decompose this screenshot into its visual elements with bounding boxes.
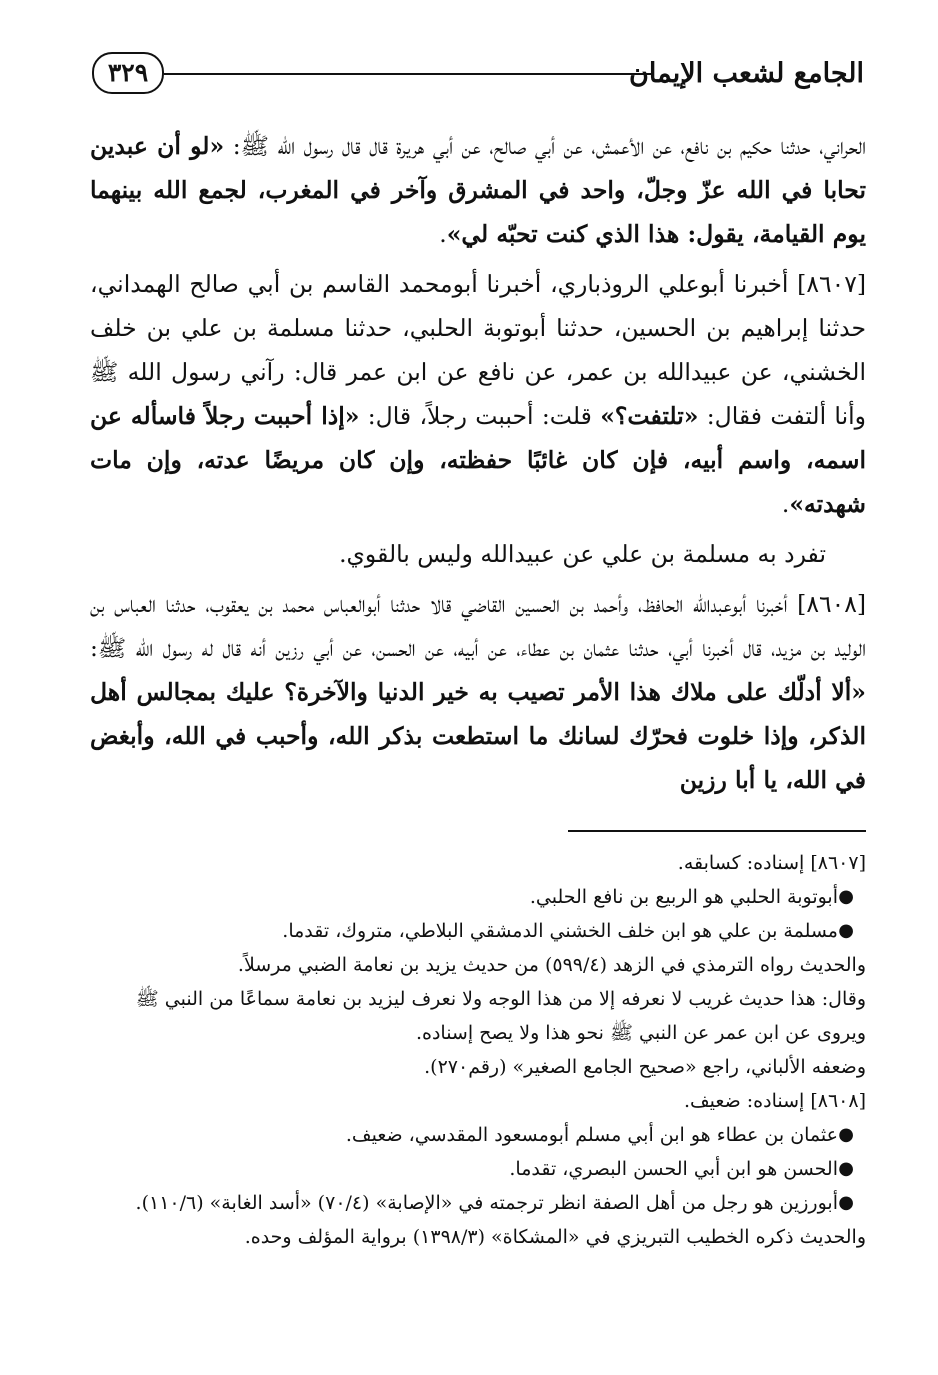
footnote-item: ● الحسن هو ابن أبي الحسن البصري، تقدما.: [90, 1152, 838, 1186]
footnote-item: ● أبورزين هو رجل من أهل الصفة انظر ترجمته في «الإصابة» (٧٠/٤) «أسد الغابة» (١١٠/٦).: [90, 1186, 838, 1220]
footnote-heading: [٨٦٠٧] إسناده: كسابقه.: [677, 852, 866, 874]
header-rule: [164, 73, 652, 75]
footnote-list: [90, 1118, 866, 1220]
bullet-icon: ●: [838, 886, 854, 907]
hadith-text: «إذا أحببت رجلاً فاسأله عن اسمه، واسم أبيه، فإن كان غائبًا حفظته، وإن كان مريضًا عدته، وإن مات شهدته»: [90, 402, 866, 518]
footnote-heading: [٨٦٠٨] إسناده: ضعيف.: [683, 1090, 866, 1112]
footnote-line: والحديث ذكره الخطيب التبريزي في «المشكاة» (١٣٩٨/٣) برواية المؤلف وحده.: [244, 1226, 866, 1248]
isnad-text: الحراني، حدثنا حكيم بن نافع، عن الأعمش، عن أبي صالح، عن أبي هريرة قال قال رسول الله ﷺ:: [224, 132, 866, 160]
footnote-item: ● عثمان بن عطاء هو ابن أبي مسلم أبومسعود المقدسي، ضعيف.: [90, 1118, 838, 1152]
author-comment: تفرد به مسلمة بن علي عن عبيدالله وليس بالقوي.: [339, 540, 826, 568]
isnad-text: [٨٦٠٧] أخبرنا أبوعلي الروذباري، أخبرنا أبومحمد القاسم بن أبي صالح الهمداني، حدثنا إبراهيم بن الحسين، حدثنا أبوتوبة الحلبي، حدثنا مسلمة بن علي بن خلف الخشني، عن عبيدالله بن عمر، عن نافع عن ابن عمر قال: رآني رسول الله ﷺ وأنا ألتفت فقال:: [90, 270, 866, 430]
footnote-line: وضعفه الألباني، راجع «صحيح الجامع الصغير» (رقم٢٧٠).: [424, 1056, 866, 1078]
footnote-line: وقال: هذا حديث غريب لا نعرفه إلا من هذا الوجه ولا نعرف ليزيد بن نعامة سماعًا من النبي ﷺ ويروى عن ابن عمر عن النبي ﷺ نحو هذا ولا يصح إسناده.: [135, 988, 866, 1044]
paragraph-continuation: الحراني، حدثنا حكيم بن نافع، عن الأعمش، عن أبي صالح، عن أبي هريرة قال قال رسول الله ﷺ: «لو أن عبدين تحابا في الله عزّ وجلّ، واحد في المشرق وآخر في المغرب، لجمع الله بينهما يوم القيامة، يقول: هذا الذي كنت تحبّه لي».: [90, 132, 866, 248]
footnote-item: ● أبوتوبة الحلبي هو الربيع بن نافع الحلبي.: [90, 880, 838, 914]
page-number: ٣٢٩: [92, 52, 164, 94]
hadith-text: «لو أن عبدين تحابا في الله عزّ وجلّ، واحد في المشرق وآخر في المغرب، لجمع الله بينهما يوم القيامة، يقول: هذا الذي كنت تحبّه لي»: [90, 132, 866, 248]
hadith-8608: [90, 582, 866, 802]
hadith-8607: [٨٦٠٧] أخبرنا أبوعلي الروذباري، أخبرنا أبومحمد القاسم بن أبي صالح الهمداني، حدثنا إبراهيم بن الحسين، حدثنا أبوتوبة الحلبي، حدثنا مسلمة بن علي بن خلف الخشني، عن عبيدالله بن عمر، عن نافع عن ابن عمر قال: رآني رسول الله ﷺ وأنا ألتفت فقال: «تلتفت؟» قلت: أحببت رجلاً، قال: «إذا أحببت رجلاً فاسأله عن اسمه، واسم أبيه، فإن كان غائبًا حفظته، وإن كان مريضًا عدته، وإن مات شهدته».: [90, 270, 866, 518]
page-header: [92, 52, 864, 100]
isnad-text: [٨٦٠٨] أخبرنا أبوعبدالله الحافظ، وأحمد بن الحسين القاضي قالا حدثنا أبوالعباس محمد بن يعقوب، حدثنا العباس بن الوليد بن مزيد، قال أخبرنا أبي، حدثنا عثمان بن عطاء، عن أبيه، عن الحسن، عن أبي رزين أنه قال له رسول الله ﷺ:: [90, 590, 866, 662]
bullet-icon: ●: [838, 920, 854, 941]
footnote-item: ● مسلمة بن علي هو ابن خلف الخشني الدمشقي البلاطي، متروك، تقدما.: [90, 914, 838, 948]
running-title: الجامع لشعب الإيمان: [629, 58, 864, 89]
footnote-line: والحديث رواه الترمذي في الزهد (٥٩٩/٤) من حديث يزيد بن نعامة الضبي مرسلاً.: [237, 954, 866, 976]
hadith-text: «تلتفت؟»: [600, 402, 699, 430]
main-text: [90, 124, 866, 808]
bullet-icon: ●: [838, 1192, 854, 1213]
footnotes: [90, 846, 866, 1254]
bullet-icon: ●: [838, 1158, 854, 1179]
bullet-icon: ●: [838, 1124, 854, 1145]
footnote-list: [90, 880, 866, 948]
footnote-separator: [568, 830, 866, 832]
hadith-text: «ألا أدلّك على ملاك هذا الأمر تصيب به خير الدنيا والآخرة؟ عليك بمجالس أهل الذكر، وإذا خلوت فحرّك لسانك ما استطعت بذكر الله، وأحبب في الله، وأبغض في الله، يا أبا رزين: [90, 678, 866, 794]
